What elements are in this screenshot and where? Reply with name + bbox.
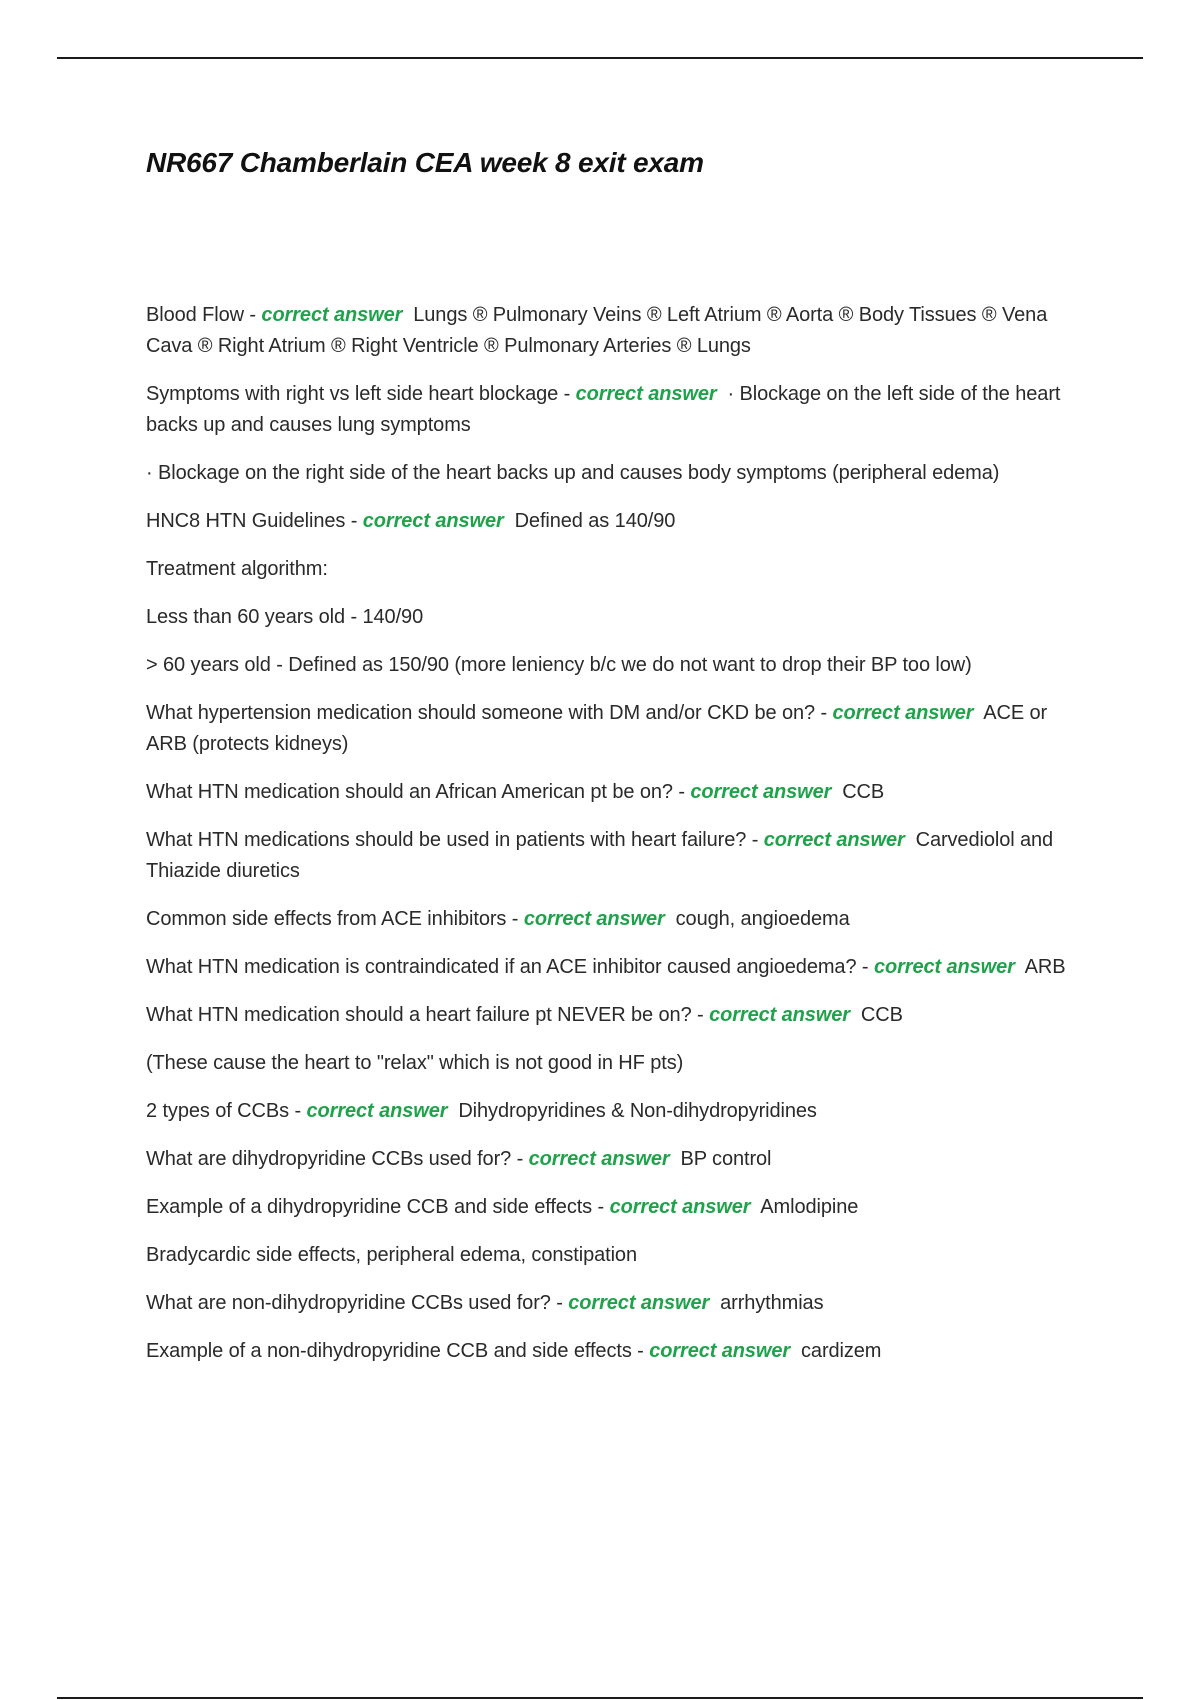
answer-text: cardizem	[801, 1340, 882, 1362]
page-title: NR667 Chamberlain CEA week 8 exit exam	[146, 147, 704, 178]
qa-item: Symptoms with right vs left side heart blockage - correct answer · Blockage on the left side of the heart backs up and causes lung symptoms	[146, 383, 1061, 436]
answer-text: Defined as 140/90	[514, 510, 676, 532]
answer-label: correct answer	[832, 702, 974, 724]
answer-label: correct answer	[690, 781, 832, 803]
qa-item: Example of a dihydropyridine CCB and side effects - correct answer Amlodipine	[146, 1196, 859, 1218]
question-text: What HTN medication is contraindicated if an ACE inhibitor caused angioedema?	[146, 956, 857, 978]
question-text: Common side effects from ACE inhibitors	[146, 908, 507, 930]
question-text: Symptoms with right vs left side heart blockage	[146, 383, 559, 405]
question-text: What hypertension medication should someone with DM and/or CKD be on?	[146, 702, 816, 724]
answer-text: CCB	[860, 1004, 903, 1026]
text-paragraph: (These cause the heart to "relax" which is not good in HF pts)	[146, 1052, 684, 1074]
answer-text: · Blockage on the left side of the heart backs up and causes lung symptoms	[146, 383, 1061, 436]
text-paragraph: Treatment algorithm:	[146, 558, 328, 580]
answer-text: ARB	[1024, 956, 1066, 978]
answer-label: correct answer	[709, 1004, 850, 1026]
qa-item: What HTN medication should an African American pt be on? - correct answer CCB	[146, 781, 885, 803]
answer-text: CCB	[842, 781, 885, 803]
question-text: What are non-dihydropyridine CCBs used for?	[146, 1292, 551, 1314]
question-text: 2 types of CCBs	[146, 1100, 290, 1122]
text-paragraph: · Blockage on the right side of the heart backs up and causes body symptoms (peripheral edema)	[146, 462, 1000, 484]
qa-item: HNC8 HTN Guidelines - correct answer Defined as 140/90	[146, 510, 676, 532]
text-paragraph: Bradycardic side effects, peripheral edema, constipation	[146, 1244, 637, 1266]
answer-label: correct answer	[523, 908, 665, 930]
qa-item: Blood Flow - correct answer Lungs ® Pulmonary Veins ® Left Atrium ® Aorta ® Body Tissues ® Vena Cava ® Right Atrium ® Right Ventricle ® Pulmonary Arteries ® Lungs	[146, 304, 1048, 357]
question-text: What are dihydropyridine CCBs used for?	[146, 1148, 512, 1170]
question-text: Blood Flow	[146, 304, 244, 326]
answer-text: BP control	[680, 1148, 772, 1170]
answer-label: correct answer	[763, 829, 905, 851]
bottom-divider	[57, 1697, 1143, 1699]
answer-text: cough, angioedema	[675, 908, 850, 930]
answer-label: correct answer	[261, 304, 403, 326]
top-divider	[57, 57, 1143, 59]
document-body	[146, 300, 1086, 1384]
answer-label: correct answer	[568, 1292, 710, 1314]
answer-text: Carvediolol and Thiazide diuretics	[146, 829, 1054, 882]
qa-item: What HTN medication should a heart failure pt NEVER be on? - correct answer CCB	[146, 1004, 903, 1026]
text-paragraph: > 60 years old - Defined as 150/90 (more leniency b/c we do not want to drop their BP too low)	[146, 654, 972, 676]
question-text: Example of a dihydropyridine CCB and side effects	[146, 1196, 593, 1218]
answer-label: correct answer	[528, 1148, 670, 1170]
answer-label: correct answer	[649, 1340, 791, 1362]
text-paragraph: Less than 60 years old - 140/90	[146, 606, 424, 628]
answer-label: correct answer	[575, 383, 717, 405]
answer-label: correct answer	[609, 1196, 751, 1218]
question-text: HNC8 HTN Guidelines	[146, 510, 346, 532]
answer-text: Dihydropyridines & Non-dihydropyridines	[458, 1100, 817, 1122]
answer-label: correct answer	[306, 1100, 448, 1122]
qa-item: What are dihydropyridine CCBs used for? - correct answer BP control	[146, 1148, 772, 1170]
question-text: What HTN medication should an African American pt be on?	[146, 781, 673, 803]
question-text: What HTN medications should be used in patients with heart failure?	[146, 829, 747, 851]
qa-item: What hypertension medication should someone with DM and/or CKD be on? - correct answer ACE or ARB (protects kidneys)	[146, 702, 1048, 755]
question-text: What HTN medication should a heart failure pt NEVER be on?	[146, 1004, 692, 1026]
qa-item: Common side effects from ACE inhibitors - correct answer cough, angioedema	[146, 908, 850, 930]
qa-item: What are non-dihydropyridine CCBs used for? - correct answer arrhythmias	[146, 1292, 824, 1314]
answer-label: correct answer	[362, 510, 504, 532]
answer-text: ACE or ARB (protects kidneys)	[146, 702, 1048, 755]
qa-item: What HTN medication is contraindicated if an ACE inhibitor caused angioedema? - correct answer ARB	[146, 956, 1066, 978]
qa-item: 2 types of CCBs - correct answer Dihydropyridines & Non-dihydropyridines	[146, 1100, 817, 1122]
question-text: Example of a non-dihydropyridine CCB and side effects	[146, 1340, 632, 1362]
qa-item: Example of a non-dihydropyridine CCB and side effects - correct answer cardizem	[146, 1340, 882, 1362]
answer-text: Amlodipine	[760, 1196, 859, 1218]
qa-item: What HTN medications should be used in patients with heart failure? - correct answer Carvediolol and Thiazide diuretics	[146, 829, 1054, 882]
answer-text: arrhythmias	[720, 1292, 824, 1314]
answer-text: Lungs ® Pulmonary Veins ® Left Atrium ® Aorta ® Body Tissues ® Vena Cava ® Right Atrium ® Right Ventricle ® Pulmonary Arteries ® Lungs	[146, 304, 1048, 357]
answer-label: correct answer	[873, 956, 1015, 978]
